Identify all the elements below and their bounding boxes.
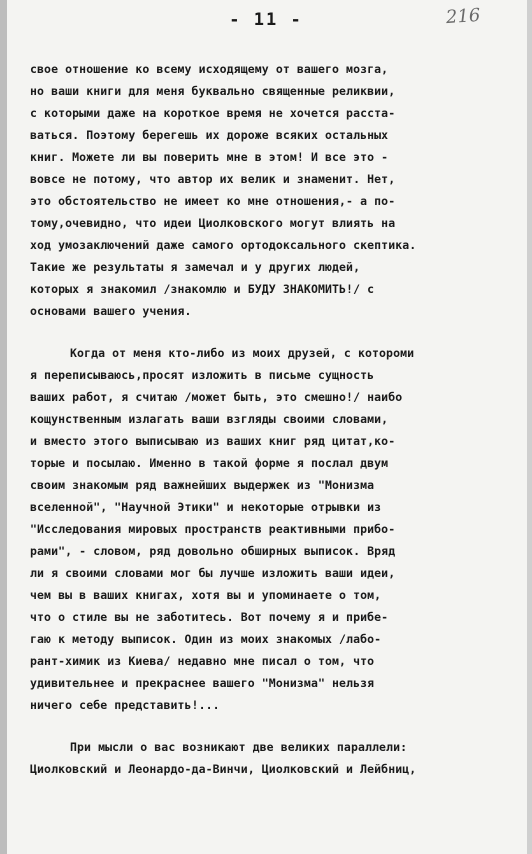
- paragraph-3: [30, 736, 510, 780]
- text-line: я переписываюсь,просят изложить в письме сущность: [30, 368, 375, 382]
- text-line: чем вы в ваших книгах, хотя вы и упоминаете о том,: [30, 588, 382, 602]
- text-line: Циолковский и Леонардо-да-Винчи, Циолковский и Лейбниц,: [30, 762, 417, 776]
- scan-edge-right: [527, 0, 532, 854]
- text-line: это обстоятельство не имеет ко мне отношения,- а по-: [30, 194, 396, 208]
- text-line: Когда от меня кто-либо из моих друзей, с котороми: [70, 346, 415, 360]
- text-line: торые и посылаю. Именно в такой форме я послал двум: [30, 456, 389, 470]
- text-line: ничего себе представить!...: [30, 698, 220, 712]
- text-line: вселенной", "Научной Этики" и некоторые отрывки из: [30, 500, 382, 514]
- text-line: книг. Можете ли вы поверить мне в этом! И все это -: [30, 150, 389, 164]
- paragraph-2: [30, 342, 510, 716]
- scan-edge-left: [0, 0, 7, 854]
- paragraph-gap: [30, 322, 510, 342]
- text-line: своим знакомым ряд важнейших выдержек из "Монизма: [30, 478, 375, 492]
- text-line: Такие же результаты я замечал и у других людей,: [30, 260, 361, 274]
- text-line: с которыми даже на короткое время не хочется расста-: [30, 106, 396, 120]
- archive-mark: 216: [444, 4, 481, 29]
- text-line: удивительнее и прекраснее вашего "Монизма" нельзя: [30, 676, 375, 690]
- text-line: ваших работ, я считаю /может быть, это смешно!/ наибо: [30, 390, 403, 404]
- text-line: что о стиле вы не заботитесь. Вот почему я и прибе-: [30, 610, 389, 624]
- text-line: которых я знакомил /знакомлю и БУДУ ЗНАКОМИТЬ!/ с: [30, 282, 375, 296]
- text-line: рант-химик из Киева/ недавно мне писал о том, что: [30, 654, 375, 668]
- page-number: - 11 -: [229, 10, 303, 30]
- body-text: [30, 58, 510, 780]
- paragraph-1: [30, 58, 510, 322]
- text-line: свое отношение ко всему исходящему от вашего мозга,: [30, 62, 389, 76]
- text-line: ли я своими словами мог бы лучше изложить ваши идеи,: [30, 566, 396, 580]
- text-line: тому,очевидно, что идеи Циолковского могут влиять на: [30, 216, 396, 230]
- text-line: гаю к методу выписок. Один из моих знакомых /лабо-: [30, 632, 382, 646]
- text-line: но ваши книги для меня буквально священные реликвии,: [30, 84, 396, 98]
- text-line: и вместо этого выписываю из ваших книг ряд цитат,ко-: [30, 434, 396, 448]
- text-line: "Исследования мировых пространств реактивными прибо-: [30, 522, 396, 536]
- text-line: основами вашего учения.: [30, 304, 192, 318]
- text-line: При мысли о вас возникают две великих параллели:: [70, 740, 408, 754]
- text-line: вовсе не потому, что автор их велик и знаменит. Нет,: [30, 172, 396, 186]
- text-line: рами", - словом, ряд довольно обширных выписок. Вряд: [30, 544, 396, 558]
- text-line: ход умозаключений даже самого ортодоксального скептика.: [30, 238, 417, 252]
- text-line: кощунственным излагать ваши взгляды своими словами,: [30, 412, 389, 426]
- text-line: ваться. Поэтому берегешь их дороже всяких остальных: [30, 128, 389, 142]
- paragraph-gap: [30, 716, 510, 736]
